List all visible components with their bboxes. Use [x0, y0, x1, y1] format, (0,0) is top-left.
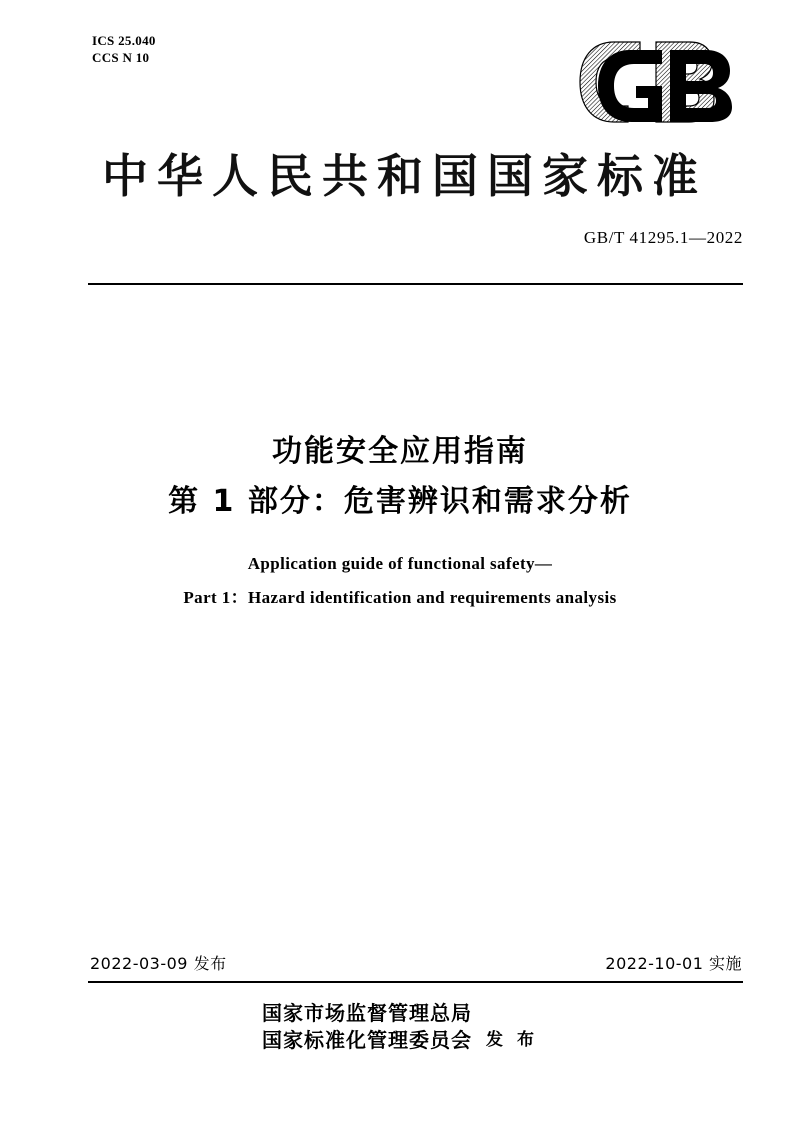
classification-codes — [92, 32, 156, 66]
header-divider — [88, 283, 743, 285]
standard-title-block — [0, 430, 800, 608]
implementation-date: 2022-10-01 实施 — [605, 954, 742, 973]
gb-emblem-icon — [570, 36, 740, 128]
title-chinese-part: 第 1 部分：危害辨识和需求分析 — [168, 484, 632, 519]
title-english-main: Application guide of functional safety— — [247, 554, 553, 573]
ccs-code: CCS N 10 — [92, 50, 150, 65]
publisher-block — [0, 1000, 800, 1054]
title-chinese-main: 功能安全应用指南 — [272, 434, 528, 469]
page-title: 中华人民共和国国家标准 — [102, 149, 707, 203]
footer-divider — [88, 981, 743, 983]
standard-number: GB/T 41295.1—2022 — [583, 228, 743, 247]
publisher-verb: 发 布 — [486, 1030, 538, 1050]
ics-code: ICS 25.040 — [92, 33, 156, 48]
publisher-line-2: 国家标准化管理委员会 — [262, 1028, 473, 1052]
issue-date: 2022-03-09 发布 — [90, 954, 227, 973]
publisher-names — [262, 1000, 472, 1054]
publisher-line-1: 国家市场监督管理总局 — [262, 1001, 473, 1025]
title-english-part: Part 1：Hazard identification and requirements analysis — [183, 588, 617, 607]
